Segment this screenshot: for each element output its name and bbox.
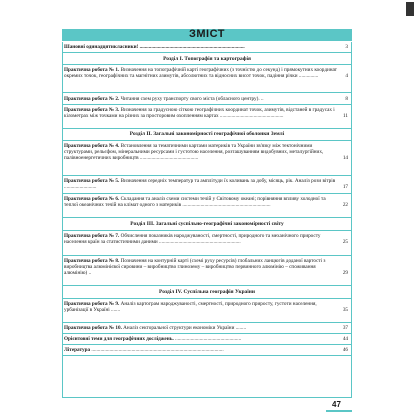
toc-entry-work-6[interactable] bbox=[64, 196, 348, 208]
toc-work-label: Практична робота № 5. bbox=[64, 178, 120, 184]
toc-work-label: Література bbox=[64, 347, 91, 353]
toc-entry-literature[interactable] bbox=[64, 347, 348, 353]
toc-entry-work-8[interactable] bbox=[64, 258, 348, 276]
toc-entry-research-topics[interactable] bbox=[64, 336, 348, 342]
toc-work-text: Обчислення показників народжуваності, смертності, природного та механічного приросту населення країн за статистичними даними ............................................................... bbox=[64, 233, 321, 246]
page-number: 47 bbox=[332, 400, 341, 409]
separator bbox=[62, 52, 352, 53]
toc-work-label: Практична робота № 2. bbox=[64, 96, 120, 102]
toc-work-text: Складання та аналіз схеми системи течій у Світовому океані; порівняння впливу холодної та теплої океанічних течій на клімат одного з материків .................................................................... bbox=[64, 196, 326, 209]
toc-page-number: 37 bbox=[342, 325, 348, 331]
toc-work-text: Визначення середніх температур та амплітуди їх коливань за добу, місяць, рік. Аналіз рози вітрів ......................... bbox=[64, 178, 336, 191]
separator bbox=[62, 344, 352, 345]
toc-work-text: ...................................................................................................... bbox=[90, 347, 224, 353]
toc-entry-work-9[interactable] bbox=[64, 301, 348, 313]
toc-work-label: Орієнтовні теми для географічних досліджень. bbox=[64, 336, 174, 342]
separator bbox=[62, 64, 352, 65]
toc-page-number: 4 bbox=[345, 73, 348, 80]
section-title-4: Розділ IV. Суспільна географія України bbox=[159, 289, 255, 295]
separator bbox=[62, 193, 352, 194]
separator bbox=[62, 104, 352, 105]
separator bbox=[62, 255, 352, 256]
toc-work-label: Практична робота № 10. bbox=[64, 325, 122, 331]
section-title-1: Розділ І. Топографія та картографія bbox=[163, 56, 251, 62]
toc-work-text: Читання схем руху транспорту свого міста (обласного центру). .. bbox=[120, 96, 264, 102]
toc-page-number: 22 bbox=[342, 202, 348, 209]
toc-work-text: Позначення на контурній карті (схемі руху ресурсів) глобальних ланцюгів доданої вартості з виробництва алюмінієвої сировини – виробництво глинозему – виробництво первинного алюмінію – споживання алюмінію) .. bbox=[64, 258, 326, 277]
toc-entry-work-4[interactable] bbox=[64, 143, 348, 161]
toc-work-text: Визначення за градусною сіткою географічних координат точок, азимутів, відстаней в градусах і кілометрах між точками на різних за просторовим охопленням картах ................................................. bbox=[64, 107, 335, 120]
toc-work-text: Аналіз секторальної структури економіки України ........ bbox=[123, 325, 247, 331]
separator bbox=[62, 128, 352, 129]
toc-page-number: 3 bbox=[345, 44, 348, 50]
toc-entry-intro[interactable] bbox=[64, 44, 348, 50]
separator bbox=[62, 298, 352, 299]
toc-work-label: Практична робота № 3. bbox=[64, 107, 120, 113]
separator bbox=[62, 140, 352, 141]
toc-page-number: 8 bbox=[345, 96, 348, 102]
toc-work-text: Встановлення за тематичними картами материків та України зв'язку між тектонічними структурами, рельєфом, мінеральними ресурсами і густотою населення, розташуванням видобувних, металургійних, палівноенергетичних виробництв ............................................. bbox=[64, 143, 324, 162]
toc-entry-work-5[interactable] bbox=[64, 178, 348, 190]
toc-work-label: Практична робота № 9. bbox=[64, 301, 120, 307]
separator bbox=[62, 175, 352, 176]
toc-entry-work-3[interactable] bbox=[64, 107, 348, 119]
separator bbox=[62, 217, 352, 218]
toc-work-label: Практична робота № 1. bbox=[64, 67, 120, 73]
toc-work-label: Практична робота № 8. bbox=[64, 258, 120, 264]
footer-line bbox=[62, 397, 352, 398]
toc-work-label: Практична робота № 6. bbox=[64, 196, 120, 202]
toc-entry-work-2[interactable] bbox=[64, 96, 348, 102]
toc-work-label: Практична робота № 4. bbox=[64, 143, 120, 149]
separator bbox=[62, 355, 352, 356]
toc-page-number: 29 bbox=[342, 270, 348, 277]
separator bbox=[62, 333, 352, 334]
toc-work-label: Практична робота № 7. bbox=[64, 233, 120, 239]
toc-page-number: 46 bbox=[342, 347, 348, 353]
page-title: ЗМІСТ bbox=[189, 28, 225, 40]
toc-intro-text: Шановні одинадцятикласники! ................................................................................. bbox=[64, 44, 245, 50]
toc-work-text: Визначення на топографічній карті географічних (з точністю до секунд) і прямокутних координат окремих точок, географічних та магнітних азимутів, абсолютних та відносних висот точок, падіння річки ............... bbox=[64, 67, 337, 80]
separator bbox=[62, 322, 352, 323]
toc-page-number: 11 bbox=[343, 113, 348, 120]
section-title-2: Розділ ІІ. Загальні закономірності географічної оболонки Землі bbox=[129, 131, 285, 137]
separator bbox=[62, 285, 352, 286]
toc-page-number: 25 bbox=[342, 239, 348, 246]
section-title-3: Розділ ІІІ. Загальні суспільно-географічні закономірності світу bbox=[130, 221, 284, 227]
toc-page-number: 44 bbox=[342, 336, 348, 342]
toc-work-text: ................................................... bbox=[173, 336, 242, 342]
separator bbox=[62, 230, 352, 231]
toc-entry-work-7[interactable] bbox=[64, 233, 348, 245]
toc-page-number: 14 bbox=[342, 155, 348, 162]
toc-work-text: Аналіз картограм народжуваності, смертності, природного приросту, густоти населення, урбанізації в Україні ....... bbox=[64, 301, 317, 314]
toc-page-number: 17 bbox=[342, 184, 348, 191]
toc-entry-work-10[interactable] bbox=[64, 325, 348, 331]
separator bbox=[62, 92, 352, 93]
toc-page-number: 35 bbox=[342, 307, 348, 314]
toc-entry-work-1[interactable] bbox=[64, 67, 348, 79]
page-edge-mark bbox=[406, 2, 414, 16]
